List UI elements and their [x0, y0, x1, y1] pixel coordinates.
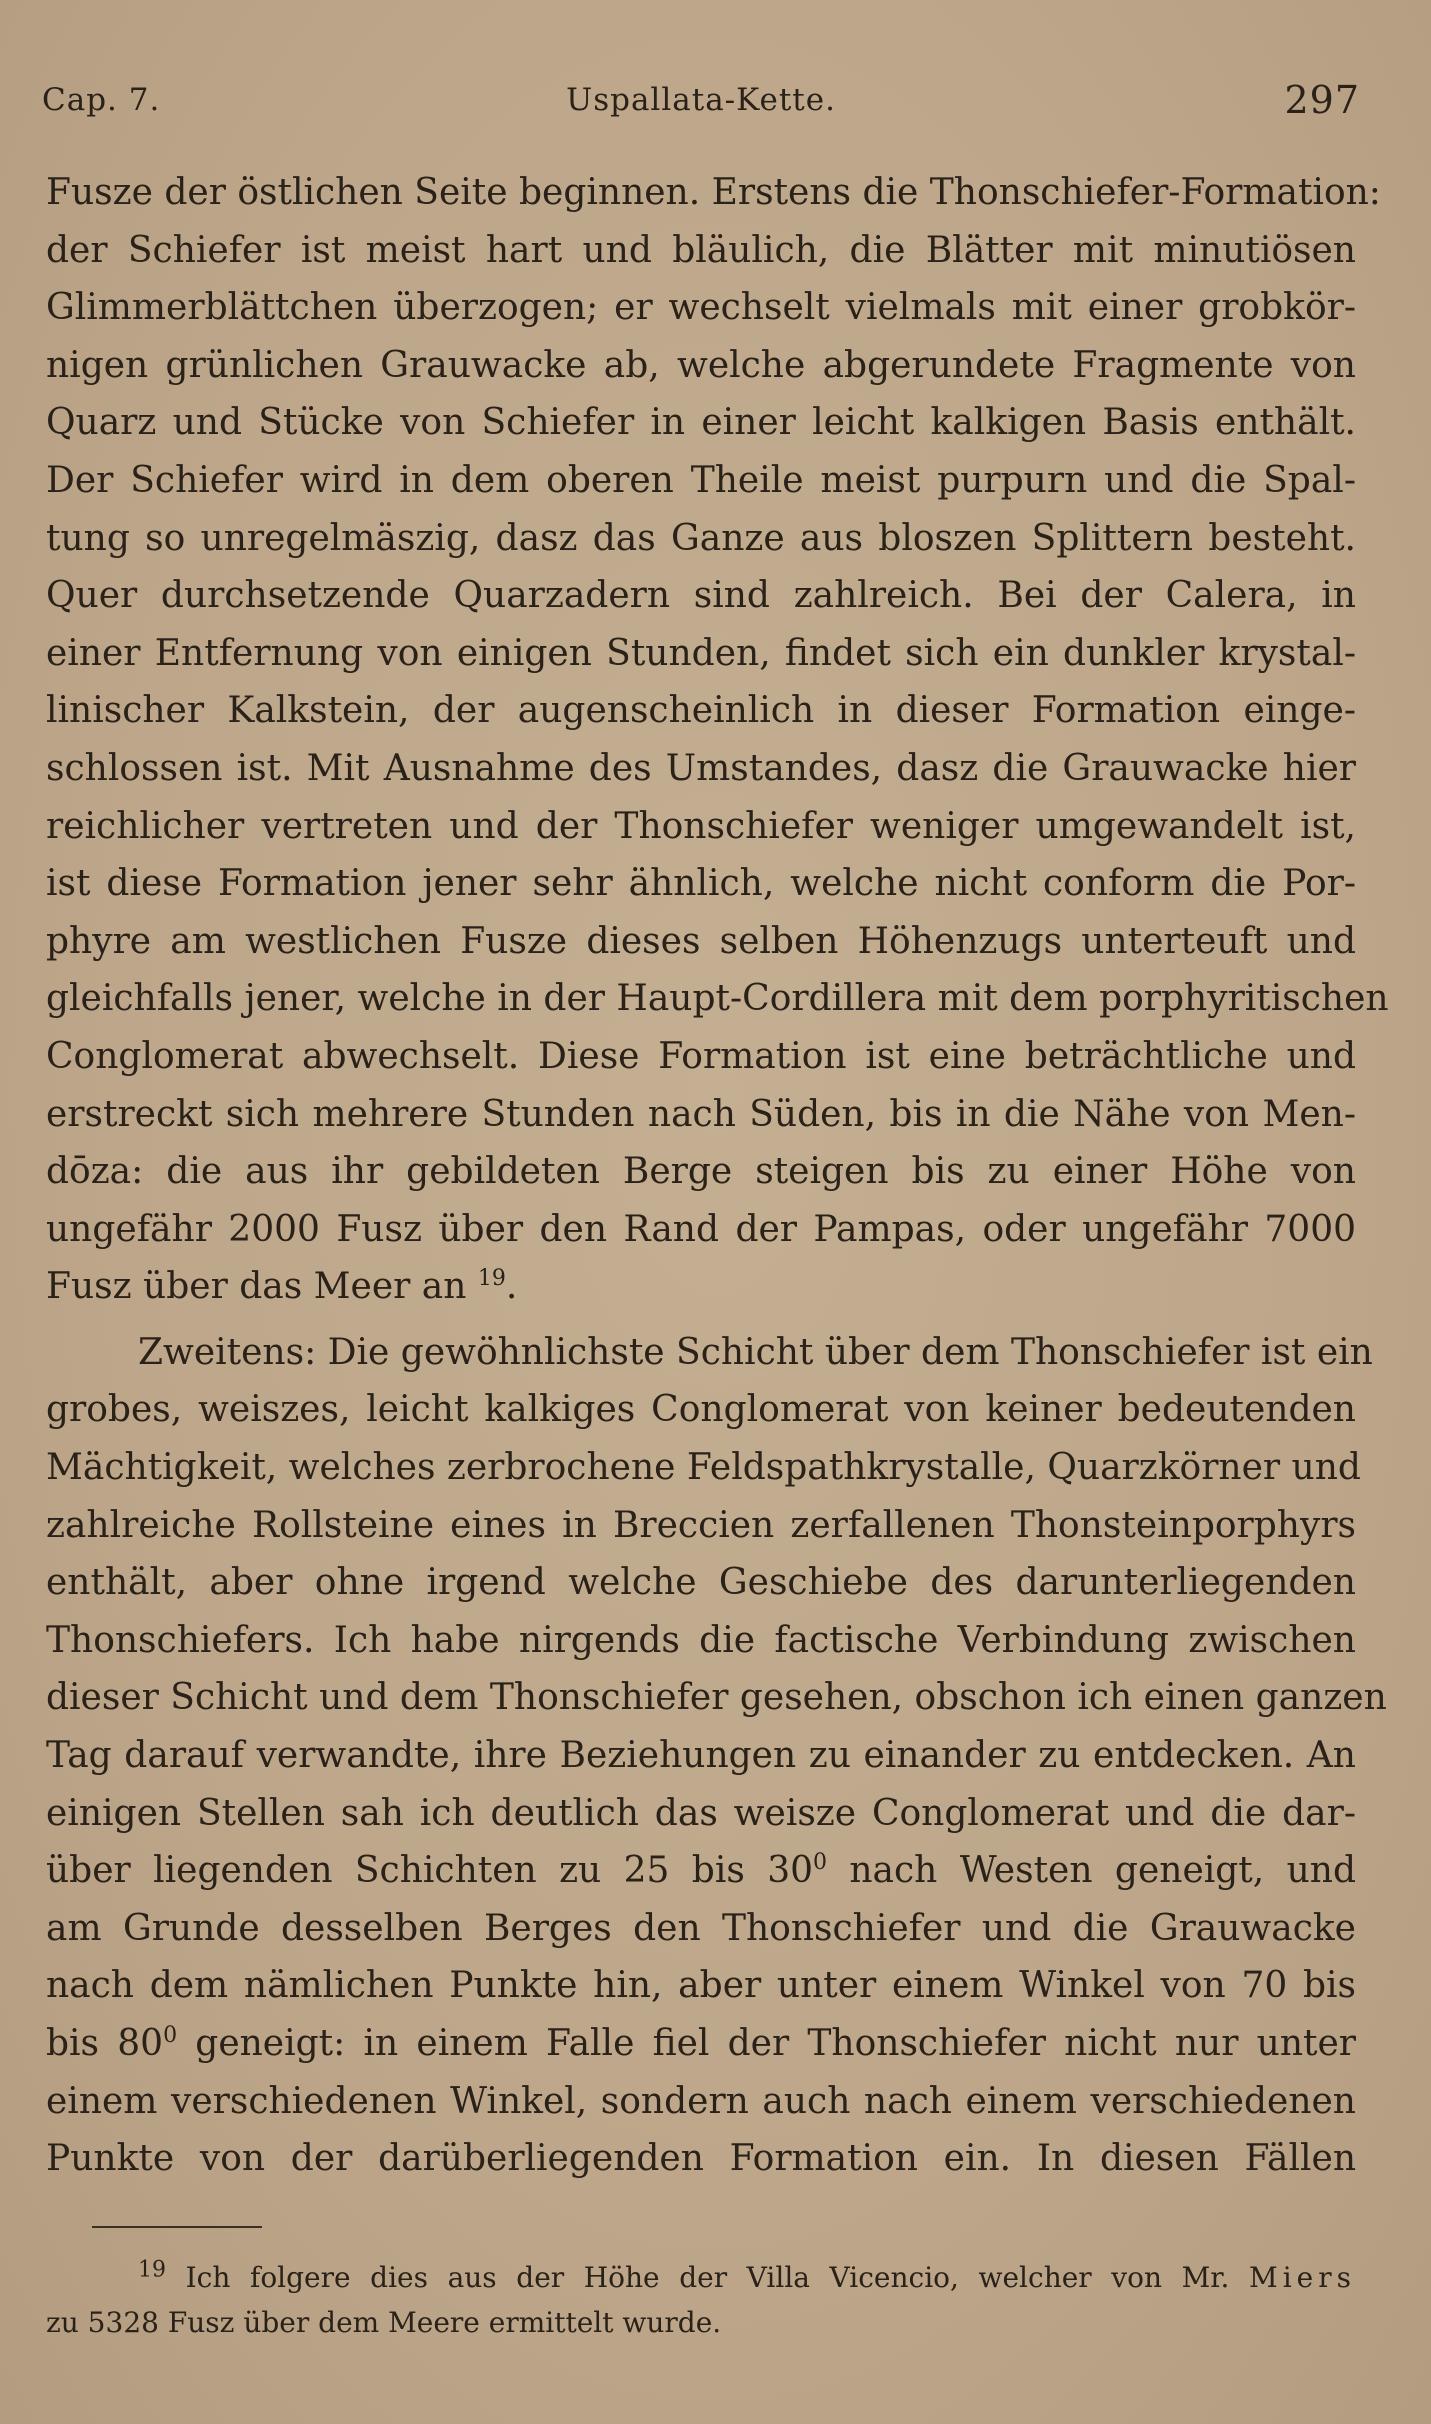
footnote-number: 19 — [138, 2257, 166, 2283]
text-line: einer Entfernung von einigen Stunden, findet sich ein dunkler krystal- — [46, 632, 1356, 674]
text-span: bis 80 — [46, 2023, 164, 2064]
degree-mark: 0 — [813, 1850, 827, 1876]
text-line: einem verschiedenen Winkel, sondern auch nach einem verschiedenen — [46, 2080, 1356, 2122]
text-line: einigen Stellen sah ich deutlich das weisze Conglomerat und die dar- — [46, 1792, 1356, 1834]
text-line: Quarz und Stücke von Schiefer in einer leicht kalkigen Basis enthält. — [46, 402, 1356, 444]
text-line: Conglomerat abwechselt. Diese Formation ist eine beträchtliche und — [46, 1035, 1356, 1077]
text-line: Mächtigkeit, welches zerbrochene Feldspathkrystalle, Quarzkörner und — [46, 1447, 1361, 1489]
text-line: tung so unregelmäszig, dasz das Ganze aus bloszen Splittern besteht. — [46, 517, 1356, 559]
page-number: 297 — [1284, 78, 1360, 122]
text-span: geneigt: in einem Falle fiel der Thonschiefer nicht nur unter — [177, 2023, 1356, 2064]
text-line: linischer Kalkstein, der augenscheinlich in dieser Formation einge- — [46, 690, 1356, 732]
text-line: reichlicher vertreten und der Thonschiefer weniger umgewandelt ist, — [46, 805, 1356, 847]
text-line: erstreckt sich mehrere Stunden nach Süden, bis in die Nähe von Men- — [46, 1093, 1356, 1135]
text-line: dōza: die aus ihr gebildeten Berge steigen bis zu einer Höhe von — [46, 1151, 1356, 1193]
footnote-line — [46, 2255, 1356, 2300]
text-line: phyre am westlichen Fusze dieses selben Höhenzugs unterteuft und — [46, 920, 1356, 962]
paragraph-1 — [46, 164, 1389, 1316]
footnote-divider — [92, 2226, 262, 2228]
paragraph-gap — [46, 1316, 1356, 1324]
text-span: . — [505, 1266, 518, 1308]
text-line: zahlreiche Rollsteine eines in Breccien zerfallenen Thonsteinporphyrs — [46, 1504, 1356, 1546]
text-span: nach Westen geneigt, und — [827, 1850, 1357, 1892]
running-header — [42, 78, 1360, 138]
text-line: ist diese Formation jener sehr ähnlich, welche nicht conform die Por- — [46, 863, 1356, 905]
footnote — [46, 2255, 1356, 2345]
main-text — [46, 164, 1389, 2188]
degree-mark: 0 — [163, 2023, 178, 2048]
text-line: der Schiefer ist meist hart und bläulich, die Blätter mit minutiösen — [46, 229, 1356, 271]
text-line: enthält, aber ohne irgend welche Geschiebe des darunterliegenden — [46, 1562, 1356, 1604]
text-line — [46, 2015, 1356, 2073]
text-line: am Grunde desselben Berges den Thonschiefer und die Grauwacke — [46, 1907, 1356, 1949]
text-line: Fusze der östlichen Seite beginnen. Erstens die Thonschiefer-Formation: — [46, 172, 1381, 213]
text-line: ungefähr 2000 Fusz über den Rand der Pampas, oder ungefähr 7000 — [46, 1208, 1356, 1250]
footnote-line: zu 5328 Fusz über dem Meere ermittelt wurde. — [46, 2306, 722, 2339]
text-span: über liegenden Schichten zu 25 bis 30 — [46, 1850, 813, 1892]
text-line: schlossen ist. Mit Ausnahme des Umstandes, dasz die Grauwacke hier — [46, 747, 1356, 789]
text-line — [46, 1842, 1356, 1900]
text-line: nigen grünlichen Grauwacke ab, welche abgerundete Fragmente von — [46, 344, 1356, 386]
text-line: Tag darauf verwandte, ihre Beziehungen zu einander zu entdecken. An — [46, 1735, 1356, 1777]
text-line: Glimmerblättchen überzogen; er wechselt vielmals mit einer grobkör- — [46, 287, 1356, 329]
text-line — [46, 1258, 1356, 1316]
text-line: Zweitens: Die gewöhnlichste Schicht über dem Thonschiefer ist ein — [138, 1331, 1373, 1373]
text-line: grobes, weiszes, leicht kalkiges Conglomerat von keiner bedeutenden — [46, 1389, 1356, 1431]
text-line: gleichfalls jener, welche in der Haupt-Cordillera mit dem porphyritischen — [46, 978, 1389, 1020]
text-line: Thonschiefers. Ich habe nirgends die factische Verbindung zwischen — [46, 1619, 1356, 1661]
text-span: Ich folgere dies aus der Höhe der Villa Vicencio, welcher von Mr. — [166, 2261, 1250, 2294]
text-line: dieser Schicht und dem Thonschiefer gesehen, obschon ich einen ganzen — [46, 1677, 1387, 1719]
text-line: Der Schiefer wird in dem oberen Theile meist purpurn und die Spal- — [46, 459, 1356, 501]
paragraph-2 — [46, 1324, 1387, 2188]
author-name: Miers — [1249, 2261, 1356, 2294]
text-line: Quer durchsetzende Quarzadern sind zahlreich. Bei der Calera, in — [46, 575, 1356, 617]
text-line: Punkte von der darüberliegenden Formation ein. In diesen Fällen — [46, 2138, 1356, 2180]
running-title: Uspallata-Kette. — [566, 82, 836, 118]
footnote-ref: 19 — [477, 1266, 506, 1292]
chapter-label: Cap. 7. — [42, 82, 161, 118]
text-span: Fusz über das Meer an — [46, 1266, 467, 1308]
text-line: nach dem nämlichen Punkte hin, aber unter einem Winkel von 70 bis — [46, 1965, 1356, 2007]
